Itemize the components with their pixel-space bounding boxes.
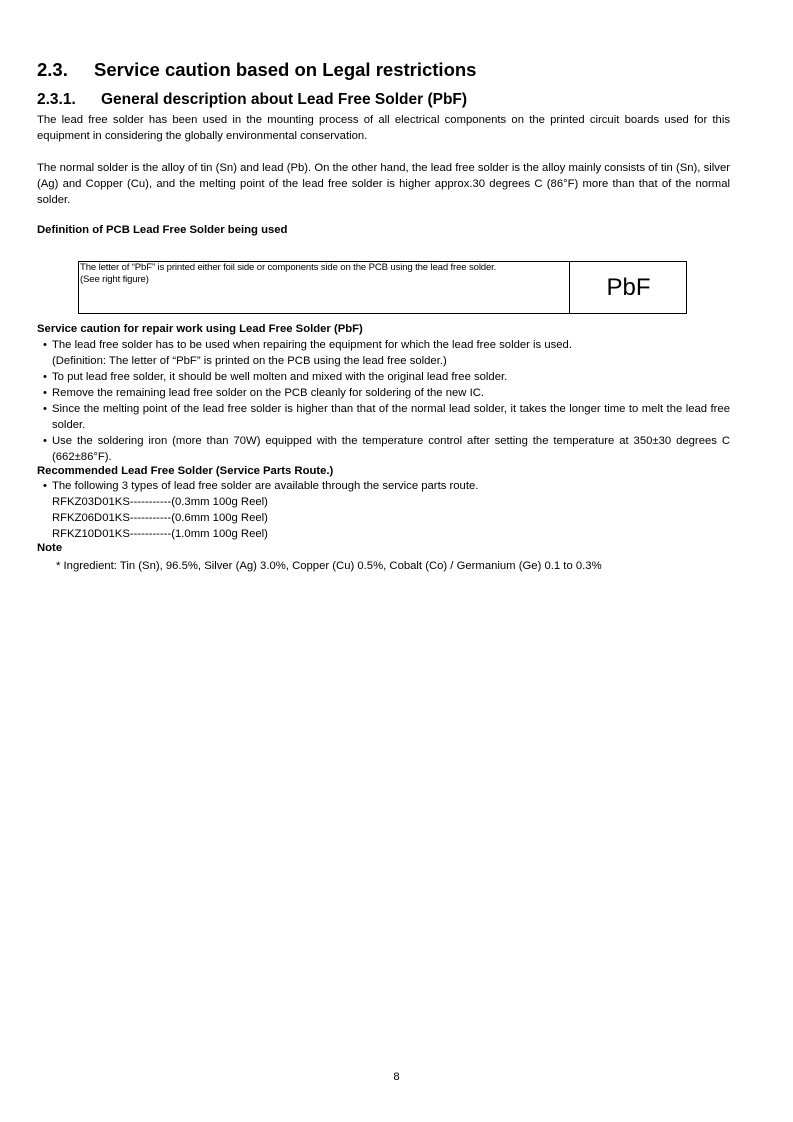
list-item: • Remove the remaining lead free solder on the PCB cleanly for soldering of the new IC.: [37, 385, 730, 401]
subsection-number: 2.3.1.: [37, 91, 76, 108]
subsection-title: General description about Lead Free Solder (PbF): [101, 91, 468, 108]
section-number: 2.3.: [37, 59, 68, 80]
pcb-definition-line: (See right figure): [80, 274, 149, 285]
page-number: 8: [393, 1071, 400, 1083]
service-caution-heading: Service caution for repair work using Lead Free Solder (PbF): [37, 323, 363, 335]
pcb-definition-line: The letter of “PbF” is printed either foil side or components side on the PCB using the lead free solder.: [80, 262, 497, 273]
part-line: RFKZ10D01KS-----------(1.0mm 100g Reel): [52, 528, 268, 540]
pcb-definition-box: [78, 261, 687, 314]
intro-paragraph: The lead free solder has been used in the mounting process of all electrical components on the printed circuit boards used for this equipment in considering the globally environmental conservation.: [37, 114, 730, 142]
list-item: • The following 3 types of lead free solder are available through the service parts route.: [37, 478, 730, 494]
list-item: [37, 337, 730, 369]
section-title: Service caution based on Legal restrictions: [94, 59, 477, 80]
list-item: • Since the melting point of the lead free solder is higher than that of the normal lead solder, it takes the longer time to melt the lead free solder.: [37, 401, 730, 433]
ingredient-note: * Ingredient: Tin (Sn), 96.5%, Silver (Ag) 3.0%, Copper (Cu) 0.5%, Cobalt (Co) / Germanium (Ge) 0.1 to 0.3%: [56, 560, 602, 572]
pbf-mark: PbF: [569, 262, 687, 313]
recommended-list: [37, 478, 730, 494]
definition-heading: Definition of PCB Lead Free Solder being used: [37, 224, 288, 236]
parts-list: [52, 494, 268, 542]
note-heading: Note: [37, 542, 63, 554]
service-caution-list: [37, 337, 730, 465]
subsection-heading: [37, 91, 467, 109]
list-item: • To put lead free solder, it should be well molten and mixed with the original lead free solder.: [37, 369, 730, 385]
definition-note: (Definition: The letter of “PbF” is printed on the PCB using the lead free solder.): [52, 355, 447, 367]
part-line: RFKZ06D01KS-----------(0.6mm 100g Reel): [52, 512, 268, 524]
solder-composition-paragraph: The normal solder is the alloy of tin (Sn) and lead (Pb). On the other hand, the lead free solder is the alloy mainly consists of tin (Sn), silver (Ag) and Copper (Cu), and the melting point of the lead free solder is higher approx.30 degrees C (86°F) more than that of the normal solder.: [37, 162, 730, 206]
recommended-heading: Recommended Lead Free Solder (Service Parts Route.): [37, 465, 334, 477]
list-item-text: The lead free solder has to be used when repairing the equipment for which the lead free solder is used.: [52, 339, 572, 351]
part-line: RFKZ03D01KS-----------(0.3mm 100g Reel): [52, 496, 268, 508]
pcb-definition-text: [79, 262, 570, 313]
section-heading: [37, 59, 476, 81]
list-item: • Use the soldering iron (more than 70W) equipped with the temperature control after setting the temperature at 350±30 degrees C (662±86°F).: [37, 433, 730, 465]
